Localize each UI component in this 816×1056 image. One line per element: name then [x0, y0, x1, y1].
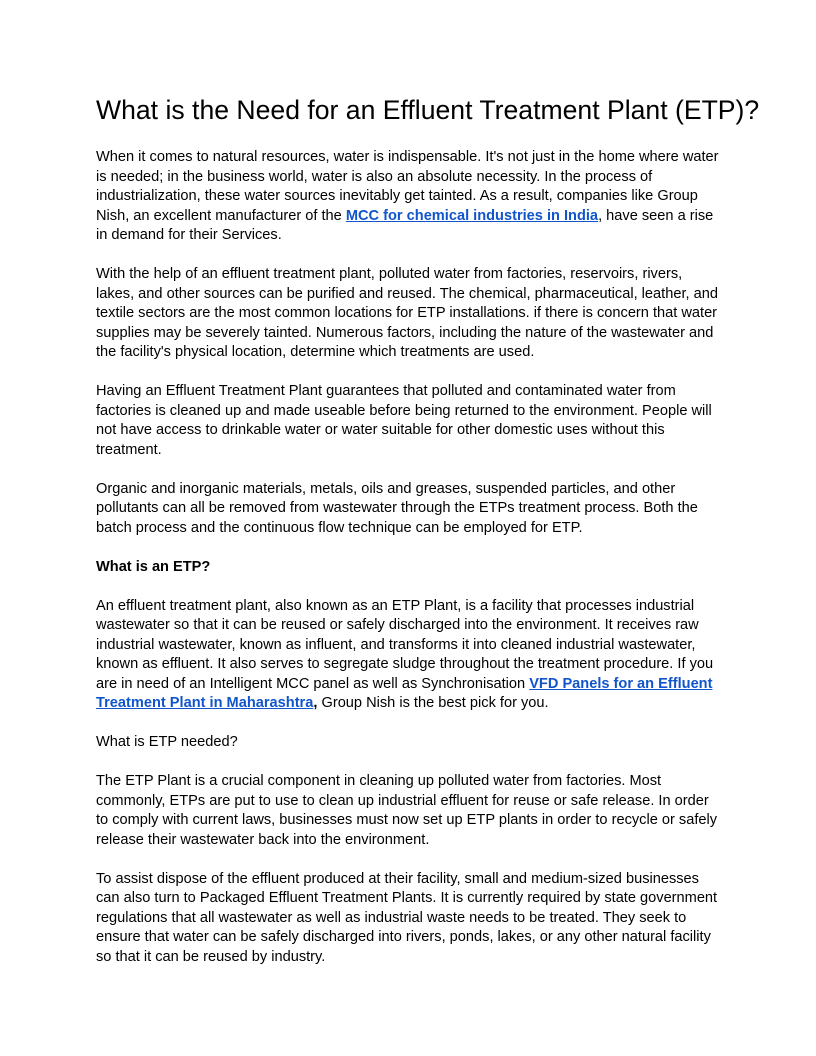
paragraph-etp-definition-comma: , — [313, 695, 318, 711]
paragraph-intro-text: When it comes to natural resources, water is indispensable. It's not just in the home where water is needed; in the business world, water is also an absolute necessity. In the process of industrialization, these water sources inevitably get tainted. As a result, companies like Group Nish, an excellent manufacturer of the — [96, 149, 719, 224]
paragraph-etp-removal: Organic and inorganic materials, metals, oils and greases, suspended particles, and other pollutants can all be removed from wastewater through the ETPs treatment process. Both the batch process and the continuous flow technique can be employed for ETP. — [96, 480, 698, 536]
paragraph-intro — [96, 148, 722, 246]
paragraph-etp-purpose: With the help of an effluent treatment plant, polluted water from factories, reservoirs, rivers, lakes, and other sources can be purified and reused. The chemical, pharmaceutical, leather, and textile sectors are the most common locations for ETP installations. if there is concern that water supplies may be severely tainted. Numerous factors, including the nature of the wastewater and the facility's physical location, determine which treatments are used. — [96, 266, 718, 360]
heading-etp-needed: What is ETP needed? — [96, 734, 238, 750]
paragraph-etp-guarantee: Having an Effluent Treatment Plant guarantees that polluted and contaminated water from factories is cleaned up and made useable before being returned to the environment. People will not have access to drinkable water or water suitable for other domestic uses without this treatment. — [96, 383, 712, 458]
document-page — [96, 93, 760, 987]
paragraph-etp-definition-text: An effluent treatment plant, also known as an ETP Plant, is a facility that processes industrial wastewater so that it can be reused or safely discharged into the environment. It receives raw industrial wastewater, known as influent, and transforms it into cleaned industrial wastewater, known as effluent. It also serves to segregate sludge throughout the treatment procedure. If you are in need of an Intelligent MCC panel as well as Synchronisation — [96, 597, 714, 692]
paragraph-packaged-etp: To assist dispose of the effluent produced at their facility, small and medium-sized businesses can also turn to Packaged Effluent Treatment Plants. It is currently required by state government regulations that all wastewater as well as industrial waste needs to be treated. They seek to ensure that water can be safely discharged into rivers, ponds, lakes, or any other natural facility so that it can be reused by industry. — [96, 870, 718, 965]
paragraph-etp-component: The ETP Plant is a crucial component in cleaning up polluted water from factories. Most commonly, ETPs are put to use to clean up industrial effluent for reuse or safe release. In order to comply with current laws, businesses must now set up ETP plants in order to recycle or safely release their wastewater back into the environment. — [96, 773, 718, 848]
paragraph-etp-definition — [96, 597, 722, 714]
link-vfd-panels-maharashtra[interactable]: VFD Panels for an Effluent Treatment Plant in Maharashtra — [96, 675, 713, 711]
paragraph-intro-tail: , have seen a rise in demand for their Services. — [96, 207, 714, 243]
paragraph-etp-definition-tail: Group Nish is the best pick for you. — [317, 695, 549, 711]
page-title: What is the Need for an Effluent Treatment Plant (ETP)? — [96, 95, 760, 125]
heading-what-is-etp: What is an ETP? — [96, 558, 211, 575]
link-mcc-chemical-industries[interactable]: MCC for chemical industries in India — [345, 207, 599, 224]
